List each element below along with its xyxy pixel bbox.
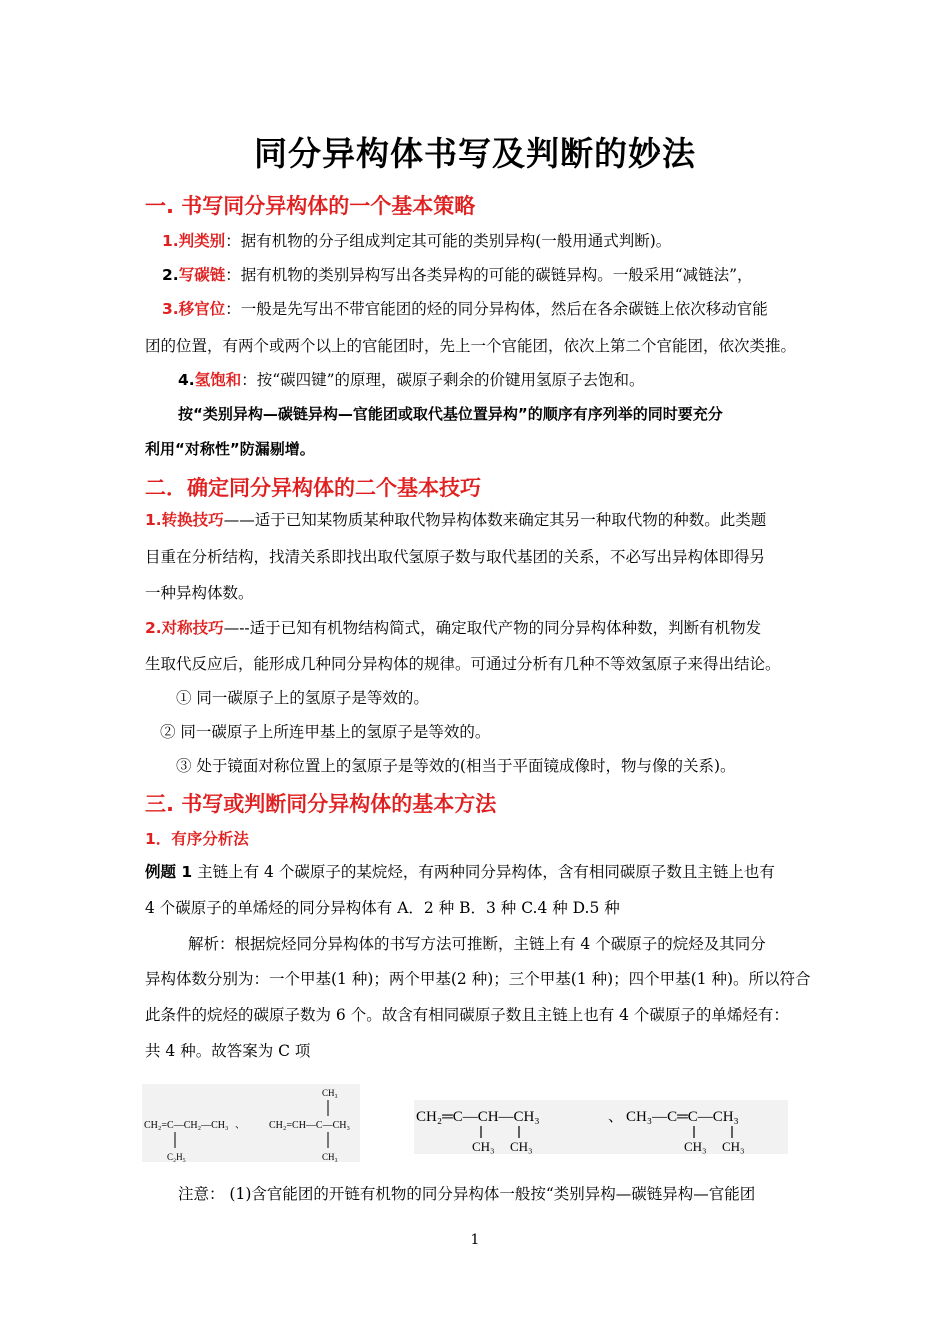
technique-1-text: ——适于已知某物质某种取代物异构体数来确定其另一种取代物的种数。此类题 — [223, 511, 767, 529]
formula-4-main: CH₃—C═C—CH₃ — [626, 1109, 739, 1125]
technique-2-label: 2.对称技巧 — [145, 619, 224, 637]
section-2-heading: 二．确定同分异构体的二个基本技巧 — [145, 476, 481, 500]
example-1-options: 4 个碳原子的单烯烃的同分异构体有 A．2 种 B．3 种 C.4 种 D.5 种 — [145, 899, 620, 917]
subsection-ordered-analysis: 1．有序分析法 — [145, 830, 249, 848]
analysis-line-3: 此条件的烷烃的碳原子数为 6 个。故含有相同碳原子数且主链上也有 4 个碳原子的单烯烃有： — [145, 1006, 789, 1024]
strategy-item-1-text: ：据有机物的分子组成判定其可能的类别异构(一般用通式判断)。 — [225, 232, 672, 250]
formula-separator-2: 、 — [608, 1109, 624, 1125]
formula-3-main: CH₂═C—CH—CH₃ — [416, 1109, 540, 1125]
page-number: 1 — [470, 1232, 480, 1248]
technique-1-label: 1.转换技巧 — [145, 511, 224, 529]
formula-2-main: CH₂=CH—C—CH₃ — [269, 1120, 350, 1131]
technique-1-continued-1: 目重在分析结构，找清关系即找出取代氢原子数与取代基团的关系，不必写出异构体即得另 — [145, 548, 766, 566]
structural-formula-image-left — [142, 1084, 360, 1162]
formula-4-branch-2: CH₃ — [722, 1139, 745, 1154]
analysis-line-1: 解析：根据烷烃同分异构体的书写方法可推断，主链上有 4 个碳原子的烷烃及其同分 — [188, 935, 766, 953]
document-title: 同分异构体书写及判断的妙法 — [254, 134, 696, 173]
technique-2-continued: 生取代反应后，能形成几种同分异构体的规律。可通过分析有几种不等效氢原子来得出结论。 — [145, 655, 781, 673]
analysis-line-4: 共 4 种。故答案为 C 项 — [145, 1042, 311, 1060]
strategy-item-2-number: 2. — [162, 266, 179, 284]
strategy-item-1-label: 1.判类别 — [162, 232, 226, 250]
technique-1-continued-2: 一种异构体数。 — [145, 584, 254, 602]
structural-formula-image-right — [414, 1100, 788, 1154]
technique-1 — [145, 510, 766, 530]
technique-2 — [145, 618, 761, 638]
strategy-item-3-text: ：一般是先写出不带官能团的烃的同分异构体，然后在各余碳链上依次移动官能 — [225, 300, 768, 318]
analysis-line-2: 异构体数分别为：一个甲基(1 种)；两个甲基(2 种)；三个甲基(1 种)；四个甲基(1 种)。所以符合 — [145, 970, 811, 988]
strategy-item-3 — [162, 299, 768, 319]
example-1-text: 主链上有 4 个碳原子的某烷烃，有两种同分异构体，含有相同碳原子数且主链上也有 — [192, 863, 775, 881]
section-3-heading: 三. 书写或判断同分异构体的基本方法 — [145, 792, 497, 816]
strategy-item-1 — [162, 231, 671, 251]
equivalence-rule-1: ① 同一碳原子上的氢原子是等效的。 — [176, 689, 429, 707]
section-1-heading: 一. 书写同分异构体的一个基本策略 — [145, 194, 476, 218]
strategy-item-3-continued: 团的位置，有两个或两个以上的官能团时，先上一个官能团，依次上第二个官能团，依次类推。 — [145, 337, 797, 355]
strategy-summary-line-1: 按“类别异构—碳链异构—官能团或取代基位置异构”的顺序有序列举的同时要充分 — [178, 405, 723, 423]
strategy-item-3-label: 3.移官位 — [162, 300, 226, 318]
example-1 — [145, 862, 775, 882]
formula-separator-1: 、 — [235, 1120, 245, 1131]
formula-2-bottom-branch: CH₃ — [322, 1152, 338, 1162]
strategy-item-4-number: 4. — [178, 371, 195, 389]
equivalence-rule-2: ② 同一碳原子上所连甲基上的氢原子是等效的。 — [160, 723, 491, 741]
strategy-item-2 — [162, 265, 753, 285]
formula-3-branch-1: CH₃ — [472, 1139, 495, 1154]
strategy-item-4-label: 氢饱和 — [194, 371, 242, 389]
strategy-item-2-text: ：据有机物的类别异构写出各类异构的可能的碳链异构。一般采用“减链法”， — [225, 266, 753, 284]
technique-2-text: —--适于已知有机物结构简式，确定取代产物的同分异构体种数，判断有机物发 — [223, 619, 762, 637]
formula-4-branch-1: CH₃ — [684, 1139, 707, 1154]
example-1-label: 例题 1 — [145, 863, 193, 881]
formula-2-top-branch: CH₃ — [322, 1088, 338, 1098]
equivalence-rule-3: ③ 处于镜面对称位置上的氢原子是等效的(相当于平面镜成像时，物与像的关系)。 — [176, 757, 736, 775]
note-line: 注意： (1)含官能团的开链有机物的同分异构体一般按“类别异构—碳链异构—官能团 — [178, 1185, 756, 1203]
strategy-item-4 — [178, 370, 645, 390]
formula-1-main: CH₂=C—CH₂—CH₃ — [144, 1120, 229, 1131]
formula-3-branch-2: CH₃ — [510, 1139, 533, 1154]
strategy-item-4-text: ：按“碳四键”的原理，碳原子剩余的价键用氢原子去饱和。 — [241, 371, 645, 389]
strategy-item-2-label: 写碳链 — [178, 266, 226, 284]
strategy-summary-line-2: 利用“对称性”防漏剔增。 — [145, 440, 315, 458]
formula-1-branch: C₂H₅ — [167, 1152, 186, 1162]
